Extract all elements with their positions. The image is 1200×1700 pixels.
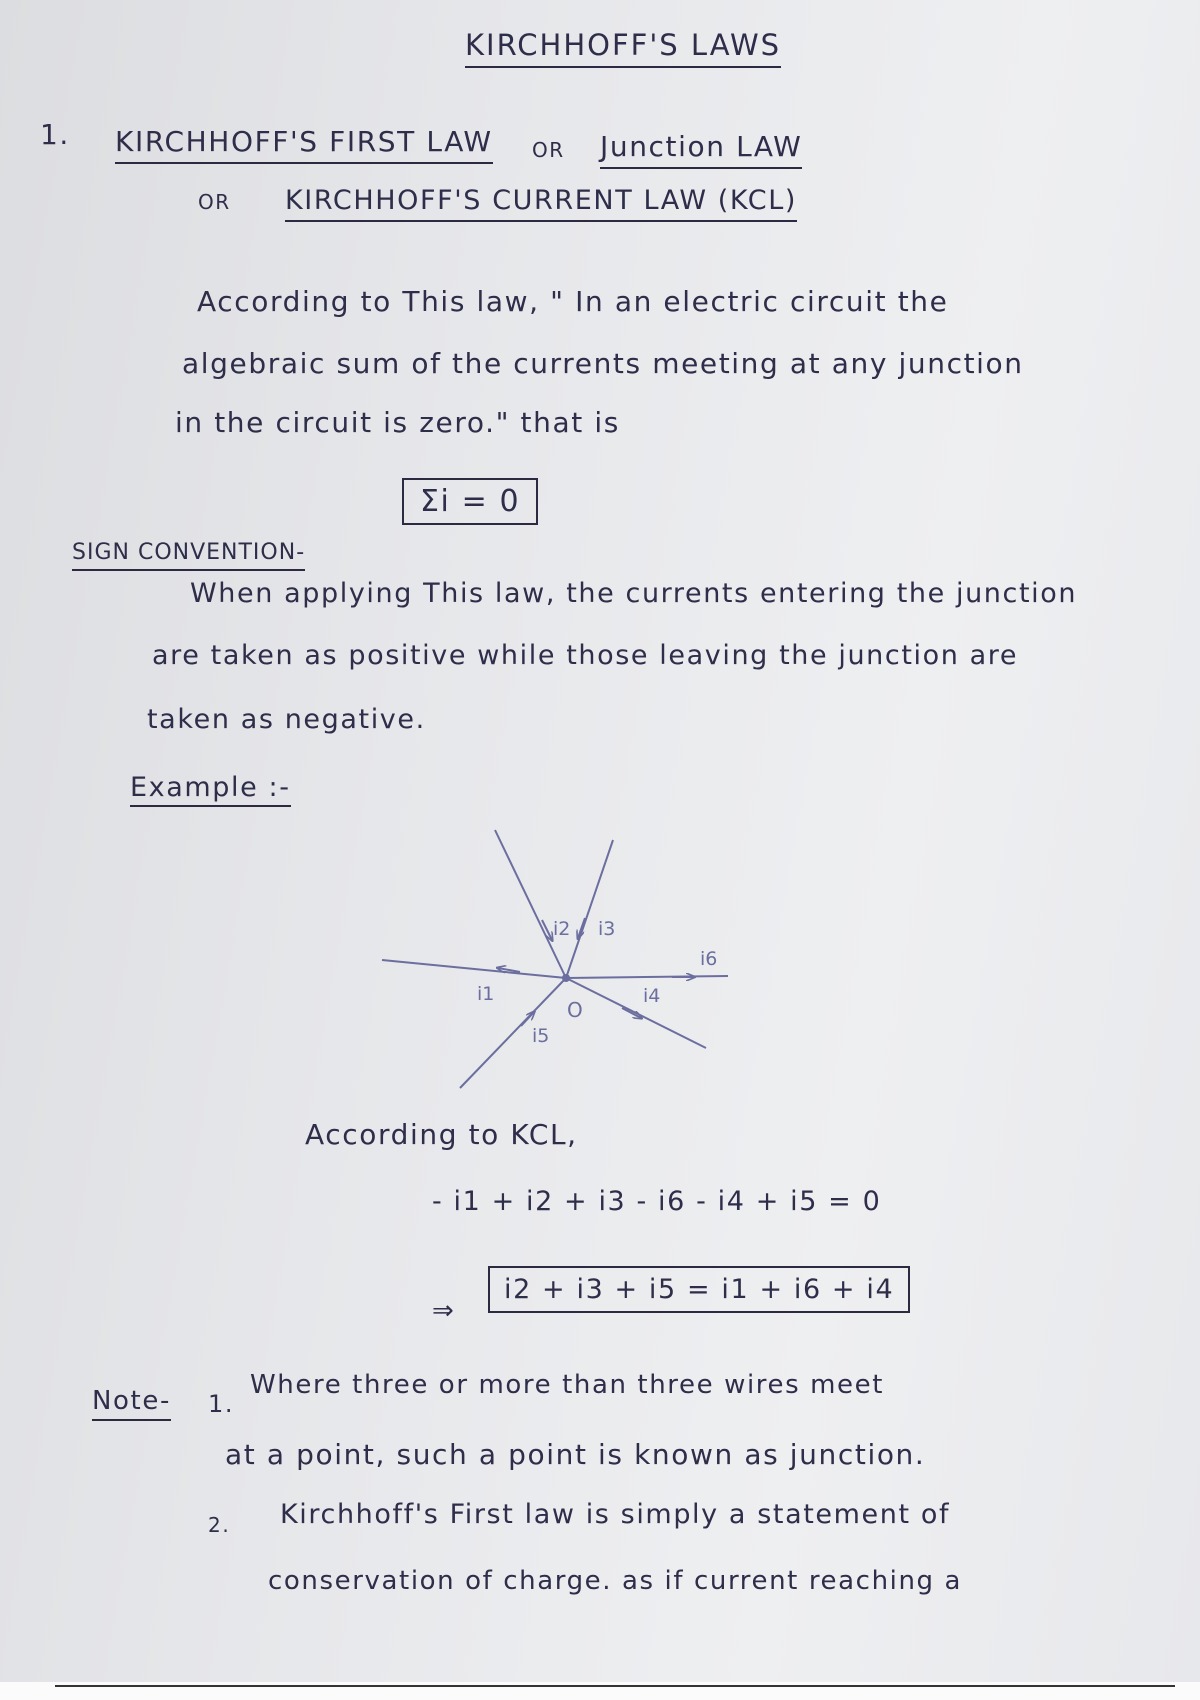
page-title: KIRCHHOFF'S LAWS [465,28,781,68]
label-i2: i2 [553,918,571,940]
law-statement-line-1: According to This law, " In an electric circuit the [197,285,949,318]
note-label: Note- [92,1386,171,1421]
label-i1: i1 [477,983,495,1005]
kcl-intro: According to KCL, [305,1118,578,1151]
sign-convention-line-3: taken as negative. [147,704,426,735]
sign-convention-line-2: are taken as positive while those leaving the junction are [152,640,1019,671]
sum-current-equation: Σi = 0 [402,478,538,525]
wire-i4 [566,978,706,1048]
kcl-result-equation: i2 + i3 + i5 = i1 + i6 + i4 [488,1266,910,1313]
note-1-line-1: Where three or more than three wires meet [250,1370,885,1400]
sign-convention-heading: SIGN CONVENTION- [72,540,305,571]
first-law-heading: KIRCHHOFF'S FIRST LAW [115,125,493,164]
wire-i6 [566,976,728,978]
junction-node [562,974,570,982]
junction-law-heading: Junction LAW [600,130,802,169]
or-word: OR [532,138,565,162]
sign-convention-line-1: When applying This law, the currents entering the junction [190,578,1078,609]
law-statement-line-3: in the circuit is zero." that is [175,406,620,439]
note-2-number: 2. [208,1513,231,1537]
implies-arrow: ⇒ [432,1296,456,1326]
label-i3: i3 [598,918,616,940]
node-label: O [567,998,583,1022]
label-i6: i6 [700,948,718,970]
label-i4: i4 [643,985,661,1007]
label-i5: i5 [532,1025,550,1047]
wire-i3 [566,840,616,978]
wire-i1 [382,960,566,978]
or-word-2: OR [198,190,231,214]
law-statement-line-2: algebraic sum of the currents meeting at any junction [182,347,1024,380]
section-number: 1. [40,118,70,151]
wire-i5 [460,978,566,1088]
example-label: Example :- [130,772,291,807]
kcl-heading: KIRCHHOFF'S CURRENT LAW (KCL) [285,185,797,222]
note-1-number: 1. [208,1390,235,1418]
junction-diagram [340,820,760,1120]
kcl-equation: - i1 + i2 + i3 - i6 - i4 + i5 = 0 [432,1186,882,1217]
note-2-line-1: Kirchhoff's First law is simply a statement of [280,1499,951,1530]
note-1-line-2: at a point, such a point is known as junction. [225,1438,926,1471]
page-bottom-rule [55,1685,1175,1687]
wire-i2 [495,830,566,978]
arrow-i5 [521,1012,534,1026]
note-2-line-2: conservation of charge. as if current reaching a [268,1566,963,1596]
